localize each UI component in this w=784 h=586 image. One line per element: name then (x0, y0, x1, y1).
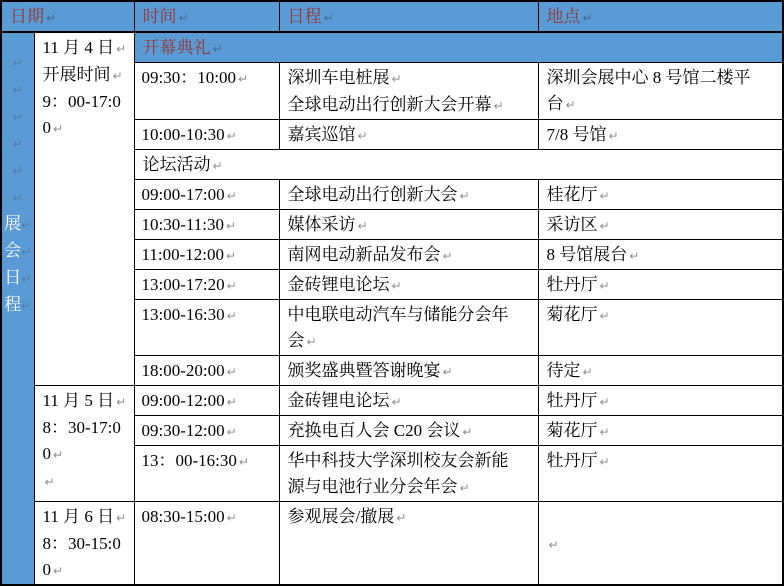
time-cell[interactable] (134, 386, 279, 416)
paragraph-mark-icon: ↵ (21, 272, 32, 286)
paragraph-mark-icon: ↵ (116, 511, 127, 525)
table-header-row (1, 1, 783, 32)
paragraph (2, 157, 34, 184)
date-cell[interactable] (34, 502, 134, 586)
header-cell-date[interactable] (1, 1, 134, 32)
paragraph: 日↵ (4, 268, 32, 287)
schedule-cell[interactable] (279, 502, 538, 586)
paragraph: 13:00-16:30 ↵ (141, 305, 237, 324)
location-cell[interactable] (538, 120, 783, 150)
paragraph-mark-icon: ↵ (12, 56, 23, 70)
paragraph-mark-icon: ↵ (53, 448, 64, 462)
time-cell[interactable] (134, 502, 279, 586)
time-cell[interactable] (134, 63, 279, 120)
header-cell-time[interactable] (134, 1, 279, 32)
paragraph-mark-icon: ↵ (391, 279, 402, 293)
paragraph: 牡丹厅 ↵ (546, 451, 610, 470)
location-cell[interactable] (538, 502, 783, 586)
paragraph: 桂花厅 ↵ (546, 185, 610, 204)
location-cell[interactable] (538, 356, 783, 386)
paragraph-mark-icon: ↵ (442, 249, 453, 263)
paragraph: 中电联电动汽车与储能分会年 会 ↵ (287, 305, 509, 350)
schedule-cell[interactable] (279, 270, 538, 300)
paragraph: 金砖锂电论坛 ↵ (287, 391, 402, 410)
paragraph-mark-icon: ↵ (212, 42, 223, 56)
paragraph: 全球电动出行创新大会开幕 ↵ (287, 95, 504, 114)
paragraph: 华中科技大学深圳校友会新能 源与电池行业分会年会 ↵ (287, 451, 509, 496)
schedule-cell[interactable] (279, 386, 538, 416)
paragraph-mark-icon: ↵ (226, 189, 237, 203)
paragraph-mark-icon: ↵ (391, 72, 402, 86)
paragraph: 11:00-12:00 ↵ (141, 245, 237, 264)
paragraph: 充换电百人会 C20 会议 ↵ (287, 421, 473, 440)
paragraph-mark-icon: ↵ (226, 129, 237, 143)
paragraph: 13：00-16:30 ↵ (141, 451, 249, 470)
schedule-cell[interactable] (279, 446, 538, 502)
paragraph: 10:00-10:30 ↵ (141, 125, 237, 144)
paragraph: 深圳会展中心 8 号馆二楼平 台 ↵ (546, 68, 751, 113)
paragraph: 10:30-11:30 ↵ (141, 215, 237, 234)
paragraph-mark-icon: ↵ (599, 455, 610, 469)
schedule-cell[interactable] (279, 180, 538, 210)
side-label-cell[interactable] (1, 32, 34, 585)
paragraph-mark-icon: ↵ (565, 98, 576, 112)
paragraph: 菊花厅 ↵ (546, 305, 610, 324)
paragraph (2, 76, 34, 103)
paragraph: 09:30：10:00 ↵ (141, 68, 249, 87)
paragraph: 南网电动新品发布会 ↵ (287, 245, 453, 264)
paragraph-mark-icon: ↵ (116, 395, 127, 409)
time-cell[interactable] (134, 240, 279, 270)
paragraph (547, 531, 781, 558)
schedule-cell[interactable] (279, 300, 538, 356)
time-cell[interactable] (134, 446, 279, 502)
location-cell[interactable] (538, 63, 783, 120)
paragraph-mark-icon: ↵ (442, 365, 453, 379)
paragraph-mark-icon: ↵ (226, 395, 237, 409)
schedule-cell[interactable] (279, 120, 538, 150)
paragraph (2, 130, 34, 157)
paragraph: 09:30-12:00 ↵ (141, 421, 237, 440)
paragraph-mark-icon: ↵ (237, 72, 249, 86)
location-cell[interactable] (538, 300, 783, 356)
paragraph-mark-icon: ↵ (238, 455, 249, 469)
paragraph: 9：00-17:0 0 ↵ (42, 92, 121, 137)
paragraph: 8：30-17:0 0 ↵ (42, 418, 121, 463)
location-cell[interactable] (538, 180, 783, 210)
table-body (1, 32, 783, 585)
paragraph-mark-icon: ↵ (226, 511, 237, 525)
paragraph-mark-icon: ↵ (599, 425, 610, 439)
paragraph-mark-icon: ↵ (357, 129, 368, 143)
section-row-cell[interactable] (134, 32, 783, 63)
location-cell[interactable] (538, 210, 783, 240)
header-cell-location[interactable] (538, 1, 783, 32)
paragraph: 11 月 5 日 ↵ (42, 391, 127, 410)
paragraph-mark-icon: ↵ (459, 481, 470, 495)
time-cell[interactable] (134, 416, 279, 446)
paragraph: 11 月 4 日 ↵ (42, 38, 127, 57)
location-cell[interactable] (538, 240, 783, 270)
paragraph-mark-icon: ↵ (357, 219, 368, 233)
schedule-cell[interactable] (279, 416, 538, 446)
paragraph: 待定 ↵ (546, 361, 593, 380)
paragraph: 8 号馆展台 ↵ (546, 245, 640, 264)
paragraph-mark-icon: ↵ (21, 218, 32, 232)
schedule-cell[interactable] (279, 210, 538, 240)
paragraph-mark-icon: ↵ (21, 245, 32, 259)
time-cell[interactable] (134, 356, 279, 386)
paragraph: 程↵ (4, 295, 32, 314)
location-cell[interactable] (538, 416, 783, 446)
schedule-cell[interactable] (279, 356, 538, 386)
paragraph: 展↵ (4, 214, 32, 233)
paragraph (2, 49, 34, 76)
paragraph-mark-icon: ↵ (212, 159, 223, 173)
paragraph: 牡丹厅 ↵ (546, 391, 610, 410)
paragraph: 会↵ (4, 241, 32, 260)
paragraph-mark-icon: ↵ (582, 11, 593, 25)
paragraph: 开展时间 ↵ (42, 65, 123, 84)
paragraph-mark-icon: ↵ (12, 110, 23, 124)
paragraph: 嘉宾巡馆 ↵ (287, 125, 368, 144)
paragraph-mark-icon: ↵ (629, 249, 640, 263)
header-label-date: 日期 (10, 7, 44, 26)
paragraph-mark-icon: ↵ (462, 425, 473, 439)
paragraph-mark-icon: ↵ (225, 249, 237, 263)
paragraph-mark-icon: ↵ (323, 11, 334, 25)
paragraph-mark-icon: ↵ (306, 335, 317, 349)
paragraph: 09:00-12:00 ↵ (141, 391, 237, 410)
paragraph-mark-icon: ↵ (582, 365, 593, 379)
paragraph-mark-icon: ↵ (396, 511, 407, 525)
paragraph-mark-icon: ↵ (459, 189, 470, 203)
paragraph-mark-icon: ↵ (226, 309, 237, 323)
paragraph: 7/8 号馆 ↵ (546, 125, 619, 144)
paragraph-mark-icon: ↵ (391, 395, 402, 409)
paragraph-mark-icon: ↵ (116, 42, 127, 56)
paragraph-mark-icon: ↵ (12, 83, 23, 97)
paragraph-mark-icon: ↵ (112, 69, 123, 83)
paragraph-mark-icon: ↵ (599, 219, 610, 233)
paragraph: 参观展会/撤展 ↵ (287, 507, 407, 526)
time-cell[interactable] (134, 270, 279, 300)
paragraph: 13:00-17:20 ↵ (141, 275, 237, 294)
paragraph-mark-icon: ↵ (44, 475, 55, 489)
paragraph: 11 月 6 日 ↵ (42, 507, 127, 526)
paragraph: 媒体采访 ↵ (287, 215, 368, 234)
paragraph-mark-icon: ↵ (548, 537, 559, 552)
location-cell[interactable] (538, 270, 783, 300)
paragraph: 菊花厅 ↵ (546, 421, 610, 440)
paragraph: 牡丹厅 ↵ (546, 275, 610, 294)
time-cell[interactable] (134, 180, 279, 210)
paragraph-mark-icon: ↵ (599, 189, 610, 203)
paragraph-mark-icon: ↵ (608, 129, 619, 143)
paragraph-mark-icon: ↵ (53, 122, 64, 136)
date-cell[interactable] (34, 386, 134, 502)
time-cell[interactable] (134, 300, 279, 356)
paragraph: 金砖锂电论坛 ↵ (287, 275, 402, 294)
table-row (1, 502, 783, 586)
paragraph-mark-icon: ↵ (53, 564, 64, 578)
paragraph: 09:00-17:00 ↵ (141, 185, 237, 204)
table-row (1, 386, 783, 416)
header-label-schedule: 日程 (287, 7, 322, 26)
paragraph-mark-icon: ↵ (599, 395, 610, 409)
paragraph: 全球电动出行创新大会 ↵ (287, 185, 470, 204)
location-cell[interactable] (538, 446, 783, 502)
header-cell-schedule[interactable] (279, 1, 538, 32)
paragraph-mark-icon: ↵ (225, 219, 237, 233)
paragraph: 08:30-15:00 ↵ (141, 507, 237, 526)
paragraph-mark-icon: ↵ (493, 99, 504, 113)
schedule-cell[interactable] (279, 63, 538, 120)
section-row-cell[interactable] (134, 150, 783, 180)
header-label-location: 地点 (546, 7, 581, 26)
paragraph (2, 103, 34, 130)
paragraph-mark-icon: ↵ (21, 299, 32, 313)
header-label-time: 时间 (142, 7, 177, 26)
paragraph-mark-icon: ↵ (46, 11, 57, 25)
paragraph-mark-icon: ↵ (599, 309, 610, 323)
paragraph: 颁奖盛典暨答谢晚宴 ↵ (287, 361, 453, 380)
paragraph-mark-icon: ↵ (599, 279, 610, 293)
time-cell[interactable] (134, 210, 279, 240)
schedule-cell[interactable] (279, 240, 538, 270)
table-row (1, 32, 783, 63)
paragraph: 8：30-15:0 0 ↵ (42, 534, 121, 579)
location-cell[interactable] (538, 386, 783, 416)
paragraph-mark-icon: ↵ (226, 425, 237, 439)
paragraph-mark-icon: ↵ (178, 11, 189, 25)
paragraph-mark-icon: ↵ (226, 279, 237, 293)
paragraph: 深圳车电桩展 ↵ (287, 68, 402, 87)
paragraph: 采访区 ↵ (546, 215, 610, 234)
date-cell[interactable] (34, 32, 134, 386)
paragraph: 18:00-20:00 ↵ (141, 361, 237, 380)
paragraph-mark-icon: ↵ (12, 191, 23, 205)
paragraph-mark-icon: ↵ (12, 137, 23, 151)
paragraph (43, 468, 134, 495)
time-cell[interactable] (134, 120, 279, 150)
paragraph: 开幕典礼 ↵ (142, 38, 223, 57)
paragraph-mark-icon: ↵ (226, 365, 237, 379)
paragraph: 论坛活动 ↵ (142, 155, 223, 174)
paragraph-mark-icon: ↵ (12, 164, 23, 178)
paragraph (2, 184, 34, 211)
